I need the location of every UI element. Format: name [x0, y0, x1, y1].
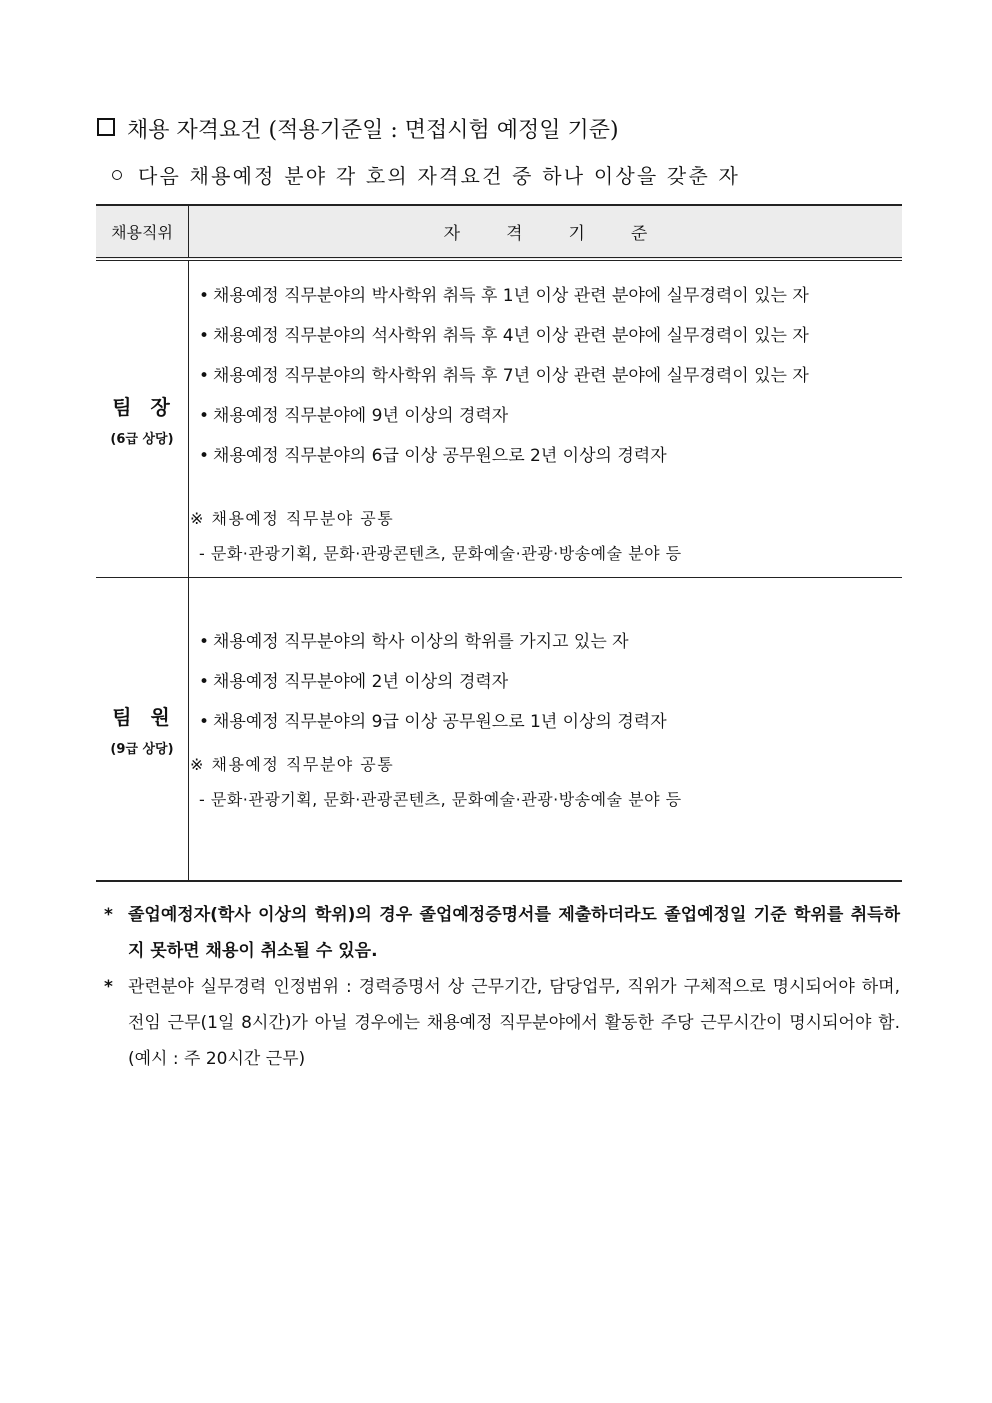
criteria-cell — [189, 259, 903, 578]
criteria-item: • 채용예정 직무분야의 학사 이상의 학위를 가지고 있는 자 — [199, 622, 902, 662]
criteria-list — [199, 622, 902, 742]
section-title-text: 채용 자격요건 (적용기준일 : 면접시험 예정일 기준) — [127, 118, 619, 143]
asterisk-mark: * — [104, 905, 113, 925]
criteria-item: • 채용예정 직무분야에 9년 이상의 경력자 — [199, 396, 902, 436]
sub-title — [112, 160, 740, 189]
section-title — [97, 113, 619, 144]
criteria-item: • 채용예정 직무분야의 9급 이상 공무원으로 1년 이상의 경력자 — [199, 702, 902, 742]
common-note-heading: ※ 채용예정 직무분야 공통 — [190, 755, 395, 774]
circle-bullet-icon — [112, 170, 122, 180]
checkbox-square-icon — [97, 118, 115, 136]
table-row — [96, 259, 902, 578]
role-cell — [96, 259, 189, 578]
role-grade: (6급 상당) — [110, 432, 174, 447]
role-name: 팀 원 — [112, 705, 176, 729]
footnote — [104, 969, 900, 1077]
sub-title-text: 다음 채용예정 분야 각 호의 자격요건 중 하나 이상을 갖춘 자 — [138, 164, 741, 188]
role-name: 팀 장 — [112, 395, 176, 419]
common-note-detail: - 문화·관광기획, 문화·관광콘텐츠, 문화예술·관광·방송예술 분야 등 — [199, 790, 682, 809]
criteria-item: • 채용예정 직무분야의 6급 이상 공무원으로 2년 이상의 경력자 — [199, 436, 902, 476]
asterisk-mark: * — [104, 977, 113, 997]
footnotes — [104, 897, 900, 1077]
role-cell — [96, 578, 189, 882]
footnote — [104, 897, 900, 969]
footnote-text: 관련분야 실무경력 인정범위 : 경력증명서 상 근무기간, 담당업무, 직위가 구체적으로 명시되어야 하며, 전임 근무(1일 8시간)가 아닐 경우에는 채용예정 직무분야에서 활동한 주당 근무시간이 명시되어야 함.(예시 : 주 20시간 근무) — [128, 977, 900, 1069]
criteria-item: • 채용예정 직무분야의 석사학위 취득 후 4년 이상 관련 분야에 실무경력이 있는 자 — [199, 316, 902, 356]
criteria-cell — [189, 578, 903, 882]
common-note-detail: - 문화·관광기획, 문화·관광콘텐츠, 문화예술·관광·방송예술 분야 등 — [199, 544, 682, 563]
table-header-row — [96, 205, 902, 259]
table-row — [96, 578, 902, 882]
requirements-table — [96, 204, 902, 882]
footnote-text: 졸업예정자(학사 이상의 학위)의 경우 졸업예정증명서를 제출하더라도 졸업예정일 기준 학위를 취득하지 못하면 채용이 취소될 수 있음. — [128, 905, 900, 961]
criteria-item: • 채용예정 직무분야의 학사학위 취득 후 7년 이상 관련 분야에 실무경력이 있는 자 — [199, 356, 902, 396]
role-grade: (9급 상당) — [110, 742, 174, 757]
header-position: 채용직위 — [96, 205, 189, 259]
header-criteria: 자격기준 — [189, 205, 903, 259]
common-note-heading: ※ 채용예정 직무분야 공통 — [190, 509, 395, 528]
criteria-list — [199, 276, 902, 476]
criteria-item: • 채용예정 직무분야에 2년 이상의 경력자 — [199, 662, 902, 702]
criteria-item: • 채용예정 직무분야의 박사학위 취득 후 1년 이상 관련 분야에 실무경력이 있는 자 — [199, 276, 902, 316]
